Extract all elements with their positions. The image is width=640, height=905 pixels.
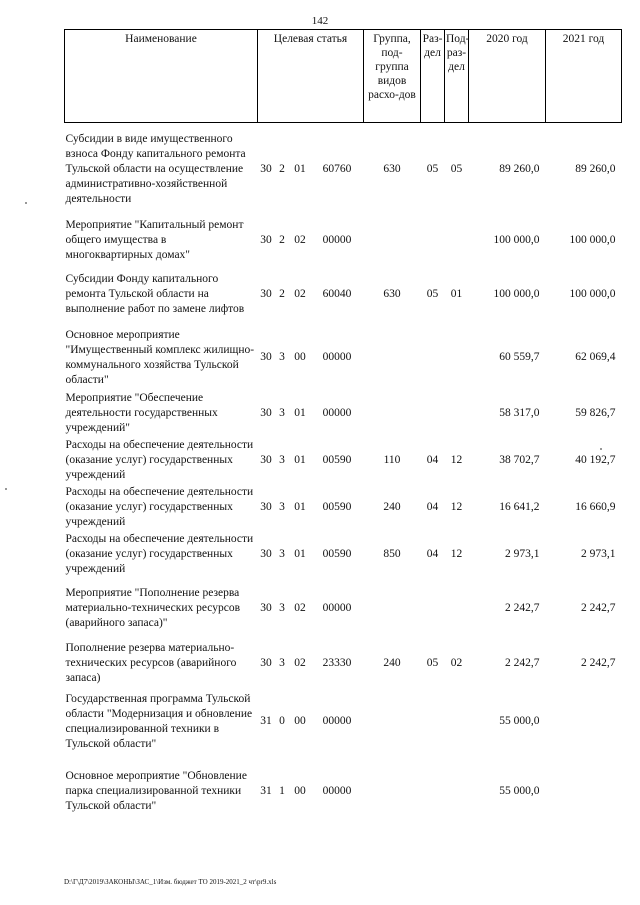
- subsection-code: [445, 217, 469, 264]
- target-code-3: 00: [294, 785, 306, 797]
- header-group: Группа, под-группа видов расхо-дов: [364, 30, 421, 123]
- target-code-2: 3: [279, 500, 285, 513]
- target-code-3: 01: [294, 453, 306, 466]
- amount-2021: 16 660,9: [575, 500, 616, 513]
- target-code-4: 00000: [322, 351, 352, 363]
- target-code-3: 02: [294, 601, 306, 614]
- target-code-1: 30: [260, 233, 272, 246]
- subsection-code: 01: [450, 288, 463, 300]
- row-name: Мероприятие "Обеспечение деятельности государственных учреждений": [65, 391, 218, 434]
- row-name: Мероприятие "Пополнение резерва материально-технических ресурсов (аварийного запаса)": [65, 586, 241, 629]
- section-code: [421, 326, 445, 390]
- scan-speck: [600, 448, 602, 450]
- target-code-2: 2: [279, 163, 285, 176]
- subsection-code: [445, 689, 469, 755]
- amount-2021: 2 973,1: [581, 547, 616, 560]
- expense-group: [364, 689, 421, 755]
- header-subsection: Под-раз-дел: [445, 30, 469, 123]
- section-code: [421, 755, 445, 829]
- amount-2020: 58 317,0: [499, 406, 540, 419]
- file-path-footer: D:\Г\Д7\2019\ЗАКОНЫ\ЗАС_1\Изм. бюджет ТО 2019-2021_2 чт\pr9.xls: [64, 878, 277, 886]
- target-code-1: 31: [260, 715, 272, 727]
- target-code-4: 60760: [322, 163, 352, 176]
- target-code-2: 3: [279, 453, 285, 466]
- target-code-4: 00000: [322, 785, 352, 797]
- target-code-3: 00: [294, 715, 306, 727]
- subsection-code: [445, 755, 469, 829]
- target-code-2: 3: [279, 601, 285, 614]
- target-code-2: 0: [279, 715, 285, 727]
- section-code: [421, 390, 445, 437]
- amount-2020: 55 000,0: [499, 785, 540, 797]
- amount-2020: 2 242,7: [505, 601, 540, 614]
- target-code-3: 01: [294, 500, 306, 513]
- scan-speck: [5, 488, 7, 490]
- amount-2021: 62 069,4: [575, 351, 616, 363]
- budget-table: [64, 29, 622, 829]
- expense-group: [364, 326, 421, 390]
- amount-2020: 38 702,7: [499, 453, 540, 466]
- table-row: [65, 217, 622, 264]
- amount-2020: 55 000,0: [499, 715, 540, 727]
- table-row: [65, 390, 622, 437]
- target-code-1: 30: [260, 406, 272, 419]
- target-code-1: 30: [260, 351, 272, 363]
- table-row: [65, 639, 622, 689]
- table-row: [65, 689, 622, 755]
- row-name: Субсидии Фонду капитального ремонта Тульской области на выполнение работ по замене лифтов: [65, 273, 245, 315]
- expense-group: [364, 578, 421, 639]
- target-code-4: 00000: [322, 233, 352, 246]
- section-code: 04: [426, 453, 439, 466]
- expense-group: 110: [383, 453, 401, 466]
- target-code-2: 2: [279, 288, 285, 300]
- amount-2021: 2 242,7: [581, 657, 616, 669]
- subsection-code: [445, 578, 469, 639]
- amount-2021: 40 192,7: [575, 453, 616, 466]
- target-code-3: 02: [294, 288, 306, 300]
- section-code: 05: [426, 657, 439, 669]
- row-name: Основное мероприятие "Обновление парка специализированной техники Тульской области": [65, 770, 247, 812]
- target-code-4: 60040: [322, 288, 352, 300]
- expense-group: [364, 217, 421, 264]
- target-code-3: 01: [294, 163, 306, 176]
- row-name: Мероприятие "Капитальный ремонт общего имущества в многоквартирных домах": [65, 218, 244, 261]
- subsection-code: [445, 326, 469, 390]
- table-row: [65, 578, 622, 639]
- target-code-2: 3: [279, 406, 285, 419]
- table-row: [65, 326, 622, 390]
- expense-group: [364, 390, 421, 437]
- target-code-3: 02: [294, 233, 306, 246]
- amount-2020: 89 260,0: [499, 163, 540, 176]
- target-code-4: 00590: [322, 547, 352, 560]
- subsection-code: 02: [450, 657, 463, 669]
- target-code-3: 00: [294, 351, 306, 363]
- target-code-4: 00000: [322, 406, 352, 419]
- table-row: [65, 484, 622, 531]
- target-code-3: 01: [294, 406, 306, 419]
- amount-2020: 100 000,0: [493, 233, 540, 246]
- amount-2020: 100 000,0: [493, 288, 540, 300]
- header-2020: 2020 год: [469, 30, 546, 123]
- expense-group: 850: [383, 547, 401, 560]
- target-code-1: 30: [260, 163, 272, 176]
- amount-2021: 100 000,0: [569, 288, 616, 300]
- table-row: [65, 531, 622, 578]
- amount-2020: 2 973,1: [505, 547, 540, 560]
- target-code-2: 1: [279, 785, 285, 797]
- header-section: Раз-дел: [421, 30, 445, 123]
- target-code-4: 00590: [322, 500, 352, 513]
- row-name: Расходы на обеспечение деятельности (оказание услуг) государственных учреждений: [65, 485, 254, 528]
- target-code-4: 00000: [322, 715, 352, 727]
- target-code-1: 30: [260, 601, 272, 614]
- section-code: 04: [426, 500, 439, 513]
- expense-group: [364, 755, 421, 829]
- table-row: [65, 264, 622, 326]
- section-code: 05: [426, 163, 439, 176]
- target-code-2: 3: [279, 547, 285, 560]
- row-name: Государственная программа Тульской области "Модернизация и обновление специализированной техники в Тульской области": [65, 692, 253, 750]
- row-name: Основное мероприятие "Имущественный комплекс жилищно-коммунального хозяйства Тульской области": [65, 328, 255, 386]
- target-code-3: 02: [294, 657, 306, 669]
- amount-2020: 2 242,7: [505, 657, 540, 669]
- section-code: [421, 217, 445, 264]
- expense-group: 240: [383, 657, 401, 669]
- table-row: [65, 755, 622, 829]
- amount-2020: 16 641,2: [499, 500, 540, 513]
- target-code-1: 31: [260, 785, 272, 797]
- expense-group: 630: [383, 288, 401, 300]
- section-code: [421, 578, 445, 639]
- header-name: Наименование: [65, 30, 258, 123]
- amount-2021: [546, 755, 622, 829]
- amount-2021: 89 260,0: [575, 163, 616, 176]
- header-2021: 2021 год: [546, 30, 622, 123]
- section-code: 05: [426, 288, 439, 300]
- target-code-1: 30: [260, 288, 272, 300]
- subsection-code: 12: [450, 547, 463, 560]
- amount-2020: 60 559,7: [499, 351, 540, 363]
- expense-group: 240: [383, 500, 401, 513]
- subsection-code: 05: [450, 163, 463, 176]
- target-code-4: 00590: [322, 453, 352, 466]
- row-name: Пополнение резерва материально-технических ресурсов (аварийного запаса): [65, 642, 237, 684]
- subsection-code: 12: [450, 500, 463, 513]
- amount-2021: [546, 689, 622, 755]
- section-code: [421, 689, 445, 755]
- subsection-code: [445, 390, 469, 437]
- header-row: [65, 30, 622, 123]
- target-code-4: 00000: [322, 601, 352, 614]
- table-row: [65, 123, 622, 217]
- scan-speck: [25, 202, 27, 204]
- row-name: Расходы на обеспечение деятельности (оказание услуг) государственных учреждений: [65, 532, 254, 575]
- target-code-1: 30: [260, 500, 272, 513]
- target-code-2: 2: [279, 233, 285, 246]
- expense-group: 630: [383, 163, 401, 176]
- target-code-1: 30: [260, 657, 272, 669]
- page-number: 142: [311, 15, 329, 27]
- subsection-code: 12: [450, 453, 463, 466]
- target-code-2: 3: [279, 657, 285, 669]
- target-code-4: 23330: [322, 657, 352, 669]
- section-code: 04: [426, 547, 439, 560]
- header-target: Целевая статья: [258, 30, 364, 123]
- amount-2021: 100 000,0: [569, 233, 616, 246]
- target-code-1: 30: [260, 453, 272, 466]
- target-code-1: 30: [260, 547, 272, 560]
- table-row: [65, 437, 622, 484]
- target-code-3: 01: [294, 547, 306, 560]
- row-name: Расходы на обеспечение деятельности (оказание услуг) государственных учреждений: [65, 438, 254, 481]
- target-code-2: 3: [279, 351, 285, 363]
- amount-2021: 2 242,7: [581, 601, 616, 614]
- row-name: Субсидии в виде имущественного взноса Фонду капитального ремонта Тульской области на осуществление административно-хозяйственной деятельности: [65, 133, 246, 206]
- amount-2021: 59 826,7: [575, 406, 616, 419]
